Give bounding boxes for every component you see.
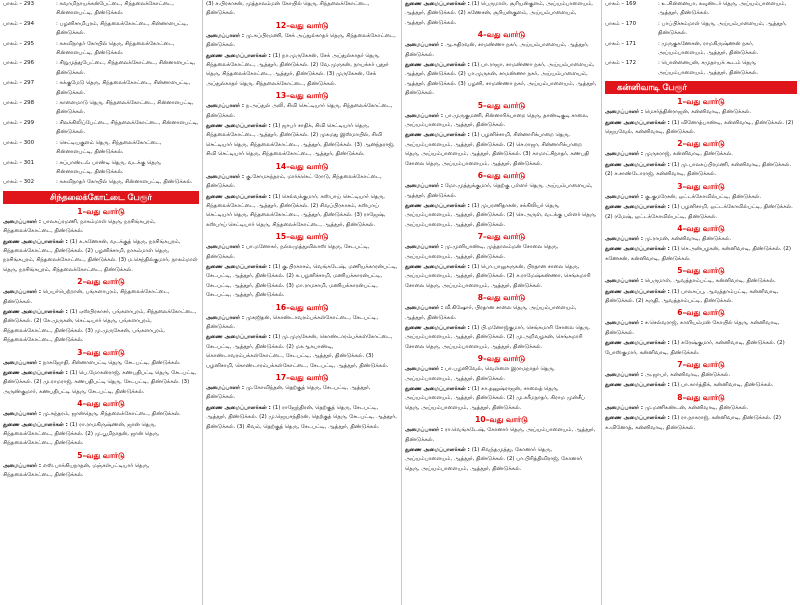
role-label: அமைப்பாளர் : — [206, 32, 246, 39]
member-details: (1) மு.முருகேசன், கொண்டாரம்பக்கள்கோட்டை, சேடபட்டி, ஆத்தூர், திண்டுக்கல். (2) மகஆகபாண்டி, கொண்டாவரம்பக்கள்கோட்டை, சேடபட்டி, ஆத்தூர், திண்டுக்கல். (3) பழனிசாமி, கொண்டாரம்பக்கள்கோட்டை, சேடபட்டி, ஆத்தூர், திண்டுக்கல். — [206, 334, 393, 369]
booth-row — [3, 178, 199, 187]
member-details: (1) பா.கார்த்திக், கன்னிவாடி, திண்டுக்கல். — [671, 382, 774, 389]
member-details: (1) பாலசுப்பு, ஆவத்தாம்பட்டி, கன்னிவாடி, திண்டுக்கல். (2) சுருதி, ஆவத்தாம்பட்டி, திண்டுக்கல். — [605, 288, 779, 304]
member-details: மோ.முத்துக்குமார், தெற்கு பள்ளர் தெரு, அய்யம்பாளையம், ஆத்தூர், திண்டுக்கல். — [405, 183, 593, 199]
member-details: மெசர்த்தின்ராஜன், கன்னிவாடி, திண்டுக்கல். — [644, 109, 752, 116]
member-entry — [206, 314, 398, 333]
member-details: (1) கு.பிரகாசம், வெங்கடேஷ், மணியக்காரன்பட்டி, சேடபட்டி, ஆத்தூர், திண்டுக்கல். (2) க.பழனிச்சாமி, மணியக்காரன்பட்டி, சேடபட்டி, ஆத்தூர், திண்டுக்கல். (3) மா.ராமசாமி, மணியக்காரன்பட்டி, சேடபட்டி, ஆத்தூர், திண்டுக்கல். — [206, 263, 398, 299]
ward-heading: 1–வது வார்டு — [677, 97, 725, 107]
role-label: அமைப்பாளர் : — [206, 244, 246, 251]
member-entry — [605, 371, 797, 380]
ward-heading: 12–வது வார்டு — [275, 20, 329, 30]
member-entry — [3, 238, 199, 276]
role-label: அமைப்பாளர் : — [605, 151, 645, 158]
role-label: அமைப்பாளர் : — [206, 314, 246, 321]
column-2 — [203, 0, 402, 605]
member-details: (1) செ.அன்பழகன், கன்னிவாடி, திண்டுக்கல். (2) கணேசன், கன்னிவாடி, திண்டுக்கல். — [605, 246, 791, 262]
member-details: (1) பெ.மோகன்ராஜ், கணபதிபட்டி தெரு, சேடபட்டி, திண்டுக்கல். (2) மு.ராமராஜ், கணபதிபட்டி தெரு, சேடபட்டி, திண்டுக்கல். (3) அருண்குமார், கணபதிபட்டி தெரு, சேடபட்டி, திண்டுக்கல். — [3, 370, 197, 395]
role-label: அமைப்பாளர் : — [405, 112, 445, 119]
member-entry — [405, 263, 598, 291]
role-label: அமைப்பாளர் : — [3, 462, 43, 469]
role-label: அமைப்பாளர் : — [206, 103, 246, 110]
booth-label: பாகம் – 295 — [3, 40, 35, 47]
member-entry — [405, 0, 598, 28]
booth-row — [3, 20, 199, 39]
role-label: துணை அமைப்பாளர்கள் : — [405, 62, 472, 69]
member-entry — [206, 263, 398, 301]
member-details: (1) பொ.பாலுசுருகன், பிரதான சாலை தெரு, அய்யம்பாளையம், ஆத்தூர், திண்டுக்கல். (2) ச.ராமேஷ்கண்ணா, செங்கமாரி சோலை தெரு, அய்யம்பாளையம், ஆத்தூர், திண்டுக்கல். — [405, 263, 591, 289]
member-entry — [206, 122, 398, 160]
ward-heading: 9–வது வார்டு — [477, 354, 526, 364]
member-entry — [3, 288, 199, 307]
ward-heading: 5–வது வார்டு — [77, 450, 125, 460]
member-entry — [3, 462, 199, 481]
column-1 — [0, 0, 203, 605]
role-label: துணை அமைப்பாளர்கள் : — [206, 334, 273, 341]
ward-heading: 4–வது வார்டு — [477, 30, 526, 40]
member-details: மு.ராமன், கன்னிவாடி, திண்டுக்கல். — [644, 235, 732, 242]
booth-label: பாகம் – 301 — [3, 159, 35, 166]
section-banner: கன்னிவாடி பேரூர் — [605, 81, 797, 94]
section-banner: சிந்தலைக்கோட்டை பேரூர் — [3, 191, 199, 204]
member-entry — [206, 173, 398, 192]
booth-row — [3, 139, 199, 158]
booth-location: : சிறுமுத்துபேட்டை, சிந்தலைக்கோட்டை, சின்னாளபட்டி, திண்டுக்கல். — [56, 60, 196, 76]
ward-heading: 2–வது வார்டு — [677, 139, 725, 149]
member-entry — [605, 193, 797, 202]
booth-row — [3, 99, 199, 118]
booth-row — [605, 40, 797, 59]
member-entry — [605, 404, 797, 413]
role-label: துணை அமைப்பாளர்கள் : — [405, 447, 472, 454]
booth-row — [605, 0, 797, 19]
role-label: அமைப்பாளர் : — [605, 278, 645, 285]
member-entry — [605, 150, 797, 159]
member-details: (1) ரா.ராமகிருஷ்ணன், ஜான் தெரு, சிந்தலைக்கோட்டை, திண்டுக்கல். (2) மு.பூமிநாதன், ஜான் தெரு, சிந்தலைக்கோட்டை, திண்டுக்கல். — [3, 421, 160, 447]
member-entry — [605, 203, 797, 222]
ward-heading: 7–வது வார்டு — [477, 232, 526, 242]
member-details: (1) பெருமாள், சூரியன்குளம், அய்யம்பாளையம், ஆத்தூர், திண்டுக்கல். (2) கணேசன், சூரியன்குளம், அய்யம்பாளையம், ஆத்தூர், திண்டுக்கல். — [405, 1, 594, 26]
member-entry — [405, 41, 598, 60]
booth-label: பாகம் – 293 — [3, 1, 35, 7]
member-details: (1) பா.ராஜா, சாமண்ணா நகர், அய்யம்பாளையம், ஆத்தூர், திண்டுக்கல். (2) பா.முருகன், சாமண்ணா நகர், அய்யம்பாளையம், ஆத்தூர், திண்டுக்கல். (3) பழனி, சாமண்ணா நகர், அய்யம்பாளையம், ஆத்தூர், திண்டுக்கல். — [405, 62, 597, 97]
member-entry — [605, 319, 797, 338]
member-details: மு.மணிகண்டன், கன்னிவாடி, திண்டுக்கல். — [644, 404, 749, 411]
member-entry — [605, 381, 797, 390]
member-details: ரா.வெங்கடேஷ், கோனார் தெரு, அய்யம்பாளையம், ஆத்தூர், திண்டுக்கல். — [405, 427, 596, 443]
ward-heading: 8–வது வார்டு — [477, 293, 526, 303]
ward-heading: 8–வது வார்டு — [677, 392, 725, 402]
booth-location: : உ.சின்னையா, கவுண்டர் தெரு, அய்யம்பாளையம், ஆத்தூர், திண்டுக்கல். — [658, 1, 787, 17]
member-entry — [605, 245, 797, 264]
role-label: துணை அமைப்பாளர்கள் : — [405, 386, 472, 392]
role-label: துணை அமைப்பாளர்கள் : — [605, 415, 672, 422]
booth-location: : பாப்பிச்சம்மாள் தெரு, அய்யம்பாளையம், ஆத்தூர், திண்டுக்கல். — [658, 20, 787, 37]
booth-location: : சிலக்கிலிப்பேட்டை, சிந்தலைக்கோட்டை, சின்னாளபட்டி, திண்டுக்கல். — [56, 119, 199, 136]
role-label: அமைப்பாளர் : — [405, 244, 445, 251]
booth-label: பாகம் – 302 — [3, 179, 35, 186]
ward-heading: 10–வது வார்டு — [475, 415, 528, 425]
member-details: (1) கா.தனுஷ்ராஜன், சாலைத் தெரு, அய்யம்பாளையம், ஆத்தூர், திண்டுக்கல். (2) மு.கரீமநாதர், கிராம முன்சீப் தெரு, அய்யம்பாளையம், ஆத்தூர், திண்டுக்கல். — [405, 386, 585, 411]
booth-row — [3, 59, 199, 78]
member-entry — [605, 277, 797, 286]
member-entry — [605, 119, 797, 138]
booth-location: : சுக்குமேடு தெரு, சிந்தலைக்கோட்டை, சின்னாளபட்டி, திண்டுக்கல். — [56, 80, 191, 96]
ward-heading: 2–வது வார்டு — [77, 277, 125, 287]
member-entry — [206, 243, 398, 262]
role-label: துணை அமைப்பாளர்கள் : — [605, 161, 672, 168]
member-entry — [206, 0, 398, 19]
member-entry — [206, 333, 398, 371]
booth-row — [3, 79, 199, 98]
ward-heading: 4–வது வார்டு — [77, 399, 125, 409]
member-entry — [605, 161, 797, 180]
role-label: துணை அமைப்பாளர்கள் : — [3, 370, 70, 376]
role-label: அமைப்பாளர் : — [405, 427, 445, 434]
member-details: (1) சிவந்தமுத்து, கோனார் தெரு, அய்யம்பாளையம், ஆத்தூர், திண்டுக்கல். (2) பா.பிரித்திவிராஜ், கோனார் தெரு, அய்யம்பாளையம், ஆத்தூர், திண்டுக்கல். — [405, 447, 583, 472]
member-details: (1) பழனிசாமி, ஒட்டக்கோவில்பட்டி, திண்டுக்கல். (2) ரமேஷ், ஒட்டக்கோவில்பட்டி, திண்டுக்கல். — [605, 204, 793, 220]
role-label: துணை அமைப்பாளர்கள் : — [206, 263, 273, 270]
role-label: துணை அமைப்பாளர்கள் : — [405, 1, 472, 7]
role-label: அமைப்பாளர் : — [605, 320, 645, 327]
member-entry — [605, 288, 797, 307]
member-entry — [405, 365, 598, 384]
role-label: துணை அமைப்பாளர்கள் : — [206, 52, 273, 59]
member-details: பா.மனோகர், நல்லமுத்துவிலாஸ் தெரு, சேடபட்டி, திண்டுக்கல். — [206, 244, 370, 260]
member-entry — [206, 404, 398, 432]
role-label: துணை அமைப்பாளர்கள் : — [405, 263, 472, 270]
member-entry — [405, 385, 598, 413]
booth-location: : முருகுகணேசன், ராமகிருஷ்ணன் நகர், அய்யம்பாளையம், ஆத்தூர், திண்டுக்கல். — [658, 40, 759, 57]
member-details: மு.சுப்பிரமணி, சேக் அப்துல்காதர் தெரு, சிந்தலைக்கோட்டை, திண்டுக்கல். — [206, 32, 396, 49]
member-entry — [3, 369, 199, 397]
role-label: அமைப்பாளர் : — [605, 193, 645, 200]
ward-heading: 4–வது வார்டு — [677, 223, 725, 233]
role-label: துணை அமைப்பாளர்கள் : — [605, 204, 672, 211]
booth-label: பாகம் – 296 — [3, 60, 35, 67]
booth-location: : பொன்னையன், சமுதாயக் கூடம் தெரு, அய்யம்பாளையம், ஆத்தூர், திண்டுக்கல். — [658, 60, 759, 76]
ward-heading: 3–வது வார்டு — [77, 347, 125, 357]
role-label: அமைப்பாளர் : — [605, 109, 645, 116]
ward-heading: 1–வது வார்டு — [77, 206, 125, 216]
ward-heading: 3–வது வார்டு — [677, 181, 725, 191]
member-details: (1) முபரணிதாசன், சக்கிலியர் தெரு, அய்யம்பாளையம், ஆத்தூர், திண்டுக்கல். (2) செ.அருள், வடக்கு பள்ளர் தெரு, அய்யம்பாளையம், ஆத்தூர், திண்டுக்கல். — [405, 202, 597, 228]
ward-heading: 5–வது வார்டு — [477, 100, 526, 110]
role-label: அமைப்பாளர் : — [3, 289, 43, 296]
member-entry — [3, 218, 199, 237]
ward-heading: 7–வது வார்டு — [677, 359, 725, 369]
booth-label: பாகம் – 294 — [3, 20, 35, 27]
ward-heading: 13–வது வார்டு — [275, 91, 329, 101]
member-entry — [605, 108, 797, 117]
member-details: எஸ்.பாக்கியநாதன், மஞ்சள்பட்டியார் தெரு, சிந்தலைக்கோட்டை, திண்டுக்கல். — [3, 462, 150, 479]
role-label: துணை அமைப்பாளர்கள் : — [405, 132, 472, 139]
member-details: (1) ராஜேந்திரன், தெற்குத் தெரு, சேடபட்டி, ஆத்தூர், திண்டுக்கல். (2) மு.ஜெயசந்திரன், தெற்குத் தெரு, சேடபட்டி, ஆத்தூர், திண்டுக்கல். (3) சிவம், தெற்குத் தெரு, சேடபட்டி, ஆத்தூர், திண்டுக்கல். — [206, 404, 397, 430]
member-entry — [206, 384, 398, 403]
member-entry — [405, 304, 598, 323]
booth-row — [3, 119, 199, 138]
member-details: நாகஜோதி, சின்னாளபட்டி தெரு, சேடபட்டி, திண்டுக்கல். — [42, 359, 181, 366]
role-label: துணை அமைப்பாளர்கள் : — [206, 404, 273, 411]
role-label: துணை அமைப்பாளர்கள் : — [605, 340, 672, 347]
booth-location: : சுப்பாண்டவ் பாண்டி தெரு, வடக்கு தெரு, சின்னாளபட்டி, திண்டுக்கல். — [56, 159, 162, 175]
role-label: அமைப்பாளர் : — [206, 173, 246, 180]
member-entry — [405, 202, 598, 230]
role-label: அமைப்பாளர் : — [206, 385, 246, 391]
role-label: துணை அமைப்பாளர்கள் : — [206, 193, 273, 200]
member-details: கு.சோமசுந்தரம், மார்க்கெட் ரோடு, சிந்தலைக்கோட்டை, திண்டுக்கல். — [206, 173, 382, 190]
member-details: கு.குமரேசன், ஒட்டக்கோவில்பட்டி, திண்டுக்கல். — [644, 193, 762, 200]
member-details: மு.சுந்தரம், ஜான்தெரு, சிந்தலைக்கோட்டை, திண்டுக்கல். — [42, 411, 181, 418]
role-label: துணை அமைப்பாளர்கள் : — [206, 123, 273, 130]
member-details: (1) செல்வக்குமார், கஸ்பாய் செட்டியார் தெரு, சிந்தலைக்கோட்டை, ஆத்தூர், திண்டுக்கல். (2) சிவப்பிரகாசம், கஸ்பாய் செட்டியார் தெரு, சிந்தலைக்கோட்டை, ஆத்தூர், திண்டுக்கல். (3) ராஜேஷ், கஸ்பாய் செட்டியார் தெரு, சிந்தலைக்கோட்டை, ஆத்தூர், திண்டுக்கல். — [206, 193, 386, 228]
member-details: மு.கோவிந்தன், தெற்குத் தெரு, சேடபட்டி, ஆத்தூர், திண்டுக்கல். — [206, 385, 371, 401]
member-entry — [405, 112, 598, 131]
member-entry — [3, 421, 199, 449]
role-label: அமைப்பாளர் : — [605, 371, 645, 378]
member-entry — [3, 359, 199, 368]
role-label: துணை அமைப்பாளர்கள் : — [605, 382, 672, 389]
booth-label: பாகம் – 298 — [3, 100, 35, 107]
member-entry — [605, 339, 797, 358]
member-details: பா.முருகுமணி, சின்னாரிக்பாறை தெரு, தாண்டிகுடி சாலை, அய்யம்பாளையம், ஆத்தூர், திண்டுக்கல். — [405, 112, 589, 129]
role-label: துணை அமைப்பாளர்கள் : — [605, 119, 672, 126]
member-details: (1) ஜாபர் சாதிக், சிவி செட்டியார் தெரு, சிந்தலைக்கோட்டை, ஆத்தூர், திண்டுக்கல். (2) முகமது இஸ்மாயில், சிவி செட்டியார் தெரு, சிந்தலைக்கோட்டை, ஆத்தூர், திண்டுக்கல். (3) ஆனந்தராஜ், சிவி செட்டியார் தெரு, சிந்தலைக்கோட்டை, ஆத்தூர், திண்டுக்கல். — [206, 123, 395, 158]
member-entry — [405, 182, 598, 201]
member-entry — [405, 324, 598, 352]
member-details: பா.பழனிவேல், வெள்ளை இராமநாதர் தெரு, அய்யம்பாளையம், ஆத்தூர், திண்டுக்கல். — [405, 366, 555, 382]
member-details: (1) ஏஸ்பிரகாசர், பங்களாபுரம், சிந்தலைக்கோட்டை, திண்டுக்கல். (2) கே.முருகன், செட்டியார் தெரு, பங்களாபுரம், சிந்தலைக்கோட்டை, திண்டுக்கல். (3) மு.முருகேசன், பங்களாபுரம், சிந்தலைக்கோட்டை, திண்டுக்கல். — [3, 308, 197, 344]
member-details: முருகராஜ், கன்னிவாடி, திண்டுக்கல். — [644, 151, 733, 158]
booth-location: : செட்டியகுளம் தெரு, சிந்தலைக்கோட்டை, சின்னாளபட்டி, திண்டுக்கல். — [56, 139, 162, 156]
booth-label: பாகம் – 172 — [605, 60, 637, 67]
member-details: (1) ரா.நாகராஜ், கன்னிவாடி, திண்டுக்கல். (2) க.வினோத், கன்னிவாடி, திண்டுக்கல். — [605, 415, 781, 431]
member-details: ந.அப்துல் அலி, சிவி செட்டியார் தெரு, சிந்தலைக்கோட்டை, திண்டுக்கல். — [206, 103, 393, 119]
booth-row — [3, 40, 199, 59]
booth-location: : சுவாமிநாயக்கன்பேட்டை, சிந்தலைக்கோட்டை, சின்னாளபட்டி, திண்டுக்கல். — [56, 1, 174, 17]
booth-location: : சுகவிநாதர் கோயில் தெரு, சின்னாளபட்டி, திண்டுக்கல். — [56, 179, 193, 186]
member-details: (1) மு.பாலசுப்பிரமணி, கன்னிவாடி, திண்டுக்கல். (2) ச.சாண்டோராஜ், கன்னிவாடி, திண்டுக்கல். — [605, 161, 792, 178]
member-entry — [405, 426, 598, 445]
ward-heading: 5–வது வார்டு — [677, 266, 725, 276]
member-entry — [405, 131, 598, 169]
member-entry — [405, 61, 598, 99]
member-entry — [206, 32, 398, 51]
member-entry — [3, 410, 199, 419]
role-label: துணை அமைப்பாளர்கள் : — [605, 288, 672, 295]
role-label: அமைப்பாளர் : — [3, 359, 43, 366]
role-label: துணை அமைப்பாளர்கள் : — [605, 246, 672, 253]
ward-heading: 16–வது வார்டு — [275, 302, 329, 312]
role-label: அமைப்பாளர் : — [405, 366, 445, 373]
member-entry — [206, 102, 398, 121]
member-details: வீ.கிஷோர், பிரதான சாலை தெரு, அய்யம்பாளையம், ஆத்தூர், திண்டுக்கல். — [405, 305, 577, 321]
role-label: அமைப்பாளர் : — [605, 404, 645, 411]
role-label: அமைப்பாளர் : — [3, 411, 43, 418]
booth-label: பாகம் – 300 — [3, 139, 35, 146]
role-label: துணை அமைப்பாளர்கள் : — [3, 421, 70, 428]
member-entry — [206, 193, 398, 231]
member-details: பாலசுப்ரமணி, நாகம்மாள் தெரு, நரசிங்கபுரம், சிந்தலைக்கோட்டை, திண்டுக்கல். — [3, 218, 156, 235]
role-label: அமைப்பாளர் : — [405, 183, 445, 190]
ward-heading: 6–வது வார்டு — [677, 308, 725, 318]
booth-row — [3, 0, 199, 19]
role-label: துணை அமைப்பாளர்கள் : — [405, 324, 472, 331]
role-label: துணை அமைப்பாளர்கள் : — [3, 308, 70, 315]
ward-heading: 14–வது வார்டு — [275, 161, 329, 171]
member-details: ச.செல்வராஜ், காளியம்மன் கோயில் தெரு, கன்னிவாடி, திண்டுக்கல். — [605, 320, 780, 336]
member-details: அ.ஜாபர், கன்னிவாடி, திண்டுக்கல். — [644, 371, 731, 378]
member-details: (1) சுரேஷ்குமார், கன்னிவாடி, திண்டுக்கல். (2) போஸ்குமார், கன்னிவாடி, திண்டுக்கல். — [605, 340, 785, 356]
ward-heading: 6–வது வார்டு — [477, 171, 526, 181]
role-label: அமைப்பாளர் : — [405, 305, 445, 312]
ward-heading: 15–வது வார்டு — [275, 232, 329, 242]
member-details: ஆ.சுதிரவன், சாமண்ணா நகர், அய்யம்பாளையம், ஆத்தூர், திண்டுக்கல். — [405, 42, 589, 58]
member-details: (1) க.கணேசன், வடக்குத் தெரு, நரசிங்கபுரம், சிந்தலைக்கோட்டை, திண்டுக்கல். (2) பழனிச்சாமி, நாகம்மாள் தெரு, நரசிங்கபுரம், சிந்தலைக்கோட்டை, திண்டுக்கல். (3) ம.செந்தில்குமார், நாகம்மாள் தெரு, நரசிங்கபுரம், சிந்தலைக்கோட்டை, திண்டுக்கல். — [3, 238, 198, 273]
role-label: அமைப்பாளர் : — [3, 218, 43, 225]
booth-row — [3, 159, 199, 178]
booth-location: : சுகவிநாதர் கோயில் தெரு, சிந்தலைக்கோட்டை, சின்னாளபட்டி, திண்டுக்கல். — [56, 40, 175, 57]
column-3 — [402, 0, 602, 605]
ward-heading: 17–வது வார்டு — [275, 373, 329, 382]
booth-label: பாகம் – 299 — [3, 119, 35, 126]
booth-label: பாகம் – 171 — [605, 40, 637, 47]
booth-location: : காளைமாடு தெரு, சிந்தலைக்கோட்டை, சின்னாளபட்டி, திண்டுக்கல். — [56, 100, 194, 116]
column-4 — [602, 0, 800, 605]
member-details: பெயர்பெற்றான், பங்களாபுரம், சிந்தலைக்கோட்டை, திண்டுக்கல். — [3, 289, 170, 305]
member-entry — [206, 52, 398, 90]
role-label: அமைப்பாளர் : — [605, 235, 645, 242]
member-details: முகஜிதன், கொண்டாவரம்பக்கள்கோட்டை, சேடபட்டி, திண்டுக்கல். — [206, 314, 379, 330]
booth-row — [605, 20, 797, 39]
member-entry — [605, 235, 797, 244]
role-label: துணை அமைப்பாளர்கள் : — [405, 202, 472, 209]
member-entry — [605, 414, 797, 433]
role-label: அமைப்பாளர் : — [405, 42, 445, 49]
booth-label: பாகம் – 170 — [605, 20, 637, 27]
role-label: துணை அமைப்பாளர்கள் : — [3, 238, 70, 245]
member-entry — [405, 446, 598, 474]
member-details: (1) நா.முருகேசன், சேக் அப்துல்காதர் தெரு, சிந்தலைக்கோட்டை, ஆத்தூர், திண்டுக்கல். (2) வே.முருகன், நாயக்கர் புதூர் தெரு, சிந்தலைக்கோட்டை, ஆத்தூர், திண்டுக்கல். (3) முருகேசன், சேக் அப்துல்காதர் தெரு, சிந்தலைக்கோட்டை, திண்டுக்கல். — [206, 52, 389, 87]
member-details: மு.முனியாண்டி, முத்தாலம்மன் சோலை தெரு, அய்யம்பாளையம், ஆத்தூர், திண்டுக்கல். — [405, 244, 559, 260]
booth-label: பாகம் – 169 — [605, 1, 637, 7]
member-details: (1) பழனிச்சாமி, சின்னாரிக்பாறை தெரு, அய்யம்பாளையம், ஆத்தூர், திண்டுக்கல். (2) செ.ராஜா, சின்னாரிக்பாறை தெரு, அய்யம்பாளையம், ஆத்தூர், திண்டுக்கல். (3) காமாட்சிநாதர், கணபதி சோலை தெரு, அய்யம்பாளையம், ஆத்தூர், திண்டுக்கல். — [405, 132, 590, 167]
member-entry — [3, 308, 199, 346]
booth-label: பாகம் – 297 — [3, 80, 35, 87]
member-details: (3) ச.பிரகாசன், முத்தாலம்மன் கோயில் தெரு, சிந்தலைக்கோட்டை, திண்டுக்கல். — [206, 1, 370, 17]
booth-location: : பழனிசாமிபுரம், சிந்தலைக்கோட்டை, சின்னாளபட்டி, திண்டுக்கல். — [56, 20, 189, 37]
member-details: (1) வினோத்பாண்டி, கன்னிவாடி, திண்டுக்கல். (2) ஜெயவேல், கன்னிவாடி, திண்டுக்கல். — [605, 119, 794, 136]
member-details: பெருமாள், ஆவத்தாம்பட்டி, கன்னிவாடி, திண்டுக்கல். — [644, 278, 776, 285]
member-entry — [405, 243, 598, 262]
booth-row — [605, 59, 797, 78]
member-details: (1) பி.மனோஜ்குமார், செங்கமாரி சோலை தெரு, அய்யம்பாளையம், ஆத்தூர், திண்டுக்கல். (2) மு.அறிவழகன், செங்கமாரி சோலை தெரு, அய்யம்பாளையம், ஆத்தூர், திண்டுக்கல். — [405, 324, 590, 350]
